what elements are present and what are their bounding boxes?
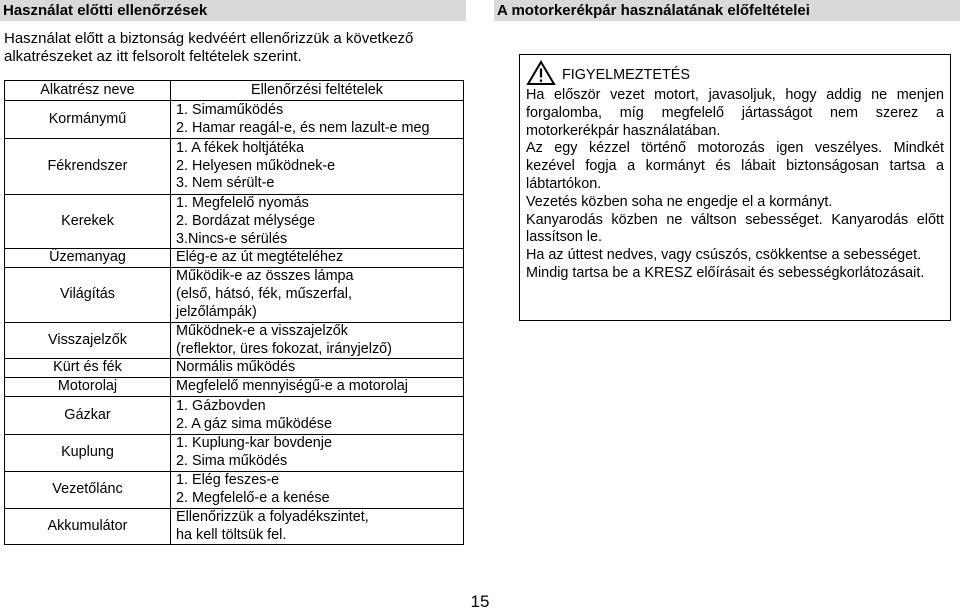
condition-line: Működik-e az összes lámpa [176, 268, 354, 285]
part-name: Fékrendszer [5, 139, 171, 195]
inspection-conditions [171, 378, 464, 397]
part-name: Vezetőlánc [5, 471, 171, 508]
inspection-conditions [171, 435, 464, 472]
warning-title-row [526, 59, 944, 87]
condition-line: (reflektor, üres fokozat, irányjelző) [176, 340, 392, 357]
condition-line: 2. Megfelelő-e a kenése [176, 489, 330, 506]
inspection-conditions [171, 249, 464, 268]
condition-line: (első, hátsó, fék, műszerfal, [176, 286, 352, 303]
inspection-conditions [171, 508, 464, 545]
table-row [5, 101, 464, 139]
inspection-conditions [171, 195, 464, 249]
condition-line: 1. A fékek holtjátéka [176, 139, 305, 156]
part-name: Világítás [5, 268, 171, 322]
page-number: 15 [470, 592, 490, 610]
warning-title: FIGYELMEZTETÉS [562, 67, 690, 84]
table-row [5, 139, 464, 195]
warning-paragraphs [526, 87, 944, 283]
condition-line: jelzőlámpák) [176, 303, 257, 320]
condition-line: 2. A gáz sima működése [176, 415, 332, 432]
condition-line: 2. Sima működés [176, 452, 288, 469]
inspection-conditions [171, 471, 464, 508]
condition-line: Működnek-e a visszajelzők [176, 322, 348, 339]
condition-line: 1. Megfelelő nyomás [176, 195, 309, 211]
condition-line: 2. Hamar reagál-e, és nem lazult-e meg [176, 119, 430, 136]
table-row [5, 397, 464, 435]
condition-line: 3.Nincs-e sérülés [176, 230, 288, 247]
table-row [5, 322, 464, 359]
inspection-conditions [171, 101, 464, 139]
inspection-conditions [171, 268, 464, 322]
column-header-part: Alkatrész neve [5, 81, 171, 101]
table-row [5, 378, 464, 397]
condition-line: 2. Helyesen működnek-e [176, 157, 336, 174]
warning-paragraph: Ha először vezet motort, javasoljuk, hogy addig ne menjen forgalomba, míg megfelelő jártasságot nem szerez a motorkerékpár használatában. [526, 87, 944, 139]
warning-box [519, 54, 951, 321]
condition-line: Elég-e az út megtételéhez [176, 249, 344, 266]
condition-line: 1. Gázbovden [176, 397, 266, 414]
condition-line: Normális működés [176, 359, 296, 376]
table-header-row [5, 81, 464, 101]
part-name: Üzemanyag [5, 249, 171, 268]
inspection-conditions [171, 322, 464, 359]
column-header-conditions: Ellenőrzési feltételek [171, 81, 464, 101]
part-name: Motorolaj [5, 378, 171, 397]
part-name: Kormánymű [5, 101, 171, 139]
condition-line: ha kell töltsük fel. [176, 526, 287, 543]
part-name: Kuplung [5, 435, 171, 472]
condition-line: 1. Elég feszes-e [176, 471, 280, 488]
condition-line: 3. Nem sérült-e [176, 175, 275, 192]
warning-paragraph: Kanyarodás közben ne váltson sebességet. Kanyarodás előtt lassítson le. [526, 211, 944, 246]
table-row [5, 359, 464, 378]
table-row [5, 195, 464, 249]
part-name: Visszajelzők [5, 322, 171, 359]
warning-paragraph: Mindig tartsa be a KRESZ előírásait és sebességkorlátozásait. [526, 264, 925, 281]
right-section-header: A motorkerékpár használatának előfeltételei [494, 0, 960, 21]
condition-line: Ellenőrizzük a folyadékszintet, [176, 508, 369, 525]
inspection-conditions [171, 397, 464, 435]
warning-paragraph: Vezetés közben soha ne engedje el a kormányt. [526, 193, 833, 210]
part-name: Gázkar [5, 397, 171, 435]
inspection-conditions [171, 139, 464, 195]
inspection-table [4, 80, 464, 545]
intro-text: Használat előtt a biztonság kedvéért ellenőrizzük a következő alkatrészeket az itt felsorolt feltételek szerint. [4, 30, 414, 65]
table-row [5, 249, 464, 268]
table-row [5, 268, 464, 322]
part-name: Akkumulátor [5, 508, 171, 545]
warning-triangle-icon [526, 60, 556, 86]
table-row [5, 435, 464, 472]
condition-line: 2. Bordázat mélysége [176, 212, 316, 229]
condition-line: Megfelelő mennyiségű-e a motorolaj [176, 378, 408, 395]
part-name: Kerekek [5, 195, 171, 249]
part-name: Kürt és fék [5, 359, 171, 378]
condition-line: 1. Simaműködés [176, 101, 284, 118]
table-row [5, 508, 464, 545]
condition-line: 1. Kuplung-kar bovdenje [176, 435, 333, 452]
table-body [5, 101, 464, 545]
inspection-conditions [171, 359, 464, 378]
left-section-header: Használat előtti ellenőrzések [0, 0, 466, 21]
warning-paragraph: Az egy kézzel történő motorozás igen veszélyes. Mindkét kezével fogja a kormányt és lábait biztonságosan tartsa a lábtartókon. [526, 140, 944, 192]
table-row [5, 471, 464, 508]
warning-paragraph: Ha az úttest nedves, vagy csúszós, csökkentse a sebességet. [526, 247, 922, 264]
